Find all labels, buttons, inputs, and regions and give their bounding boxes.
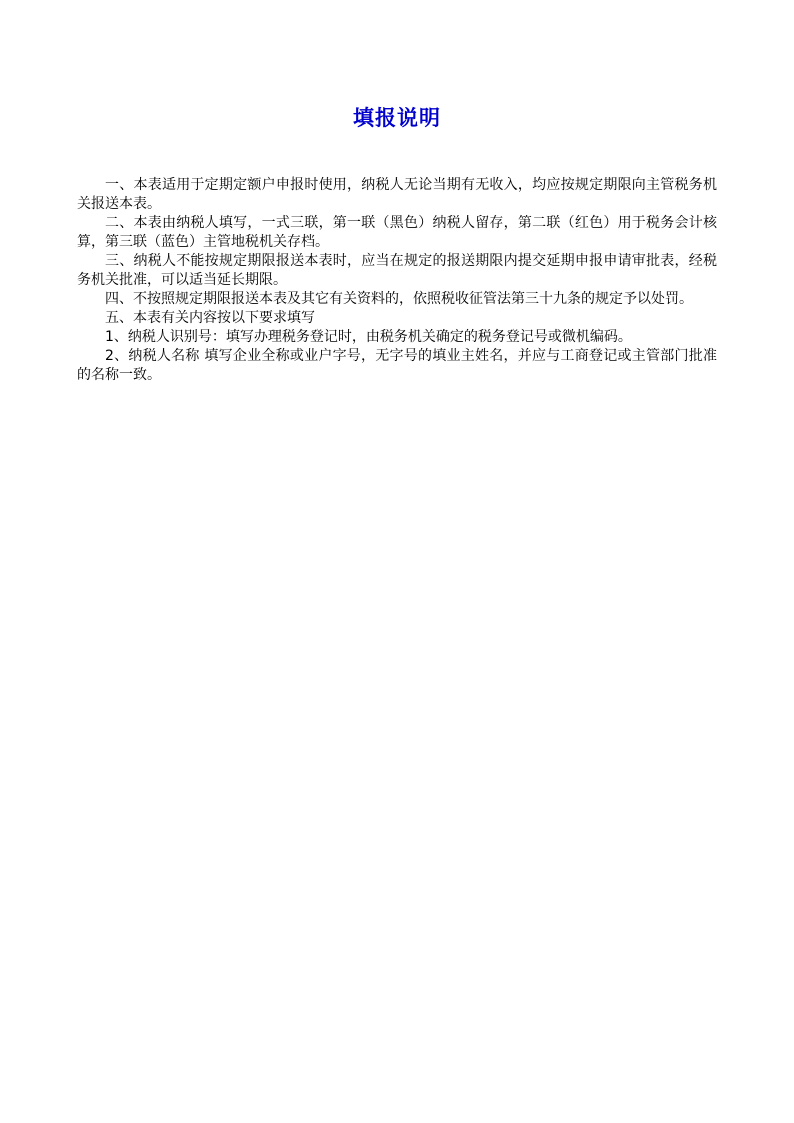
instruction-paragraph-1: 一、本表适用于定期定额户申报时使用，纳税人无论当期有无收入，均应按规定期限向主管税务机关报送本表。 [77, 177, 717, 212]
instruction-paragraph-3: 三、纳税人不能按规定期限报送本表时，应当在规定的报送期限内提交延期申报申请审批表，经税务机关批准，可以适当延长期限。 [77, 253, 717, 288]
page-title: 填报说明 [353, 106, 441, 130]
instruction-paragraph-5: 五、本表有关内容按以下要求填写 [105, 310, 315, 326]
instruction-paragraph-4: 四、不按照规定期限报送本表及其它有关资料的，依照税收征管法第三十九条的规定予以处罚。 [105, 291, 693, 307]
instruction-paragraph-7: 2、纳税人名称 填写企业全称或业户字号，无字号的填业主姓名，并应与工商登记或主管部门批准的名称一致。 [77, 348, 717, 383]
instruction-paragraph-6: 1、纳税人识别号：填写办理税务登记时，由税务机关确定的税务登记号或微机编码。 [105, 329, 632, 345]
instructions-body [77, 176, 717, 385]
instruction-paragraph-2: 二、本表由纳税人填写，一式三联，第一联（黑色）纳税人留存，第二联（红色）用于税务会计核算，第三联（蓝色）主管地税机关存档。 [77, 215, 717, 250]
